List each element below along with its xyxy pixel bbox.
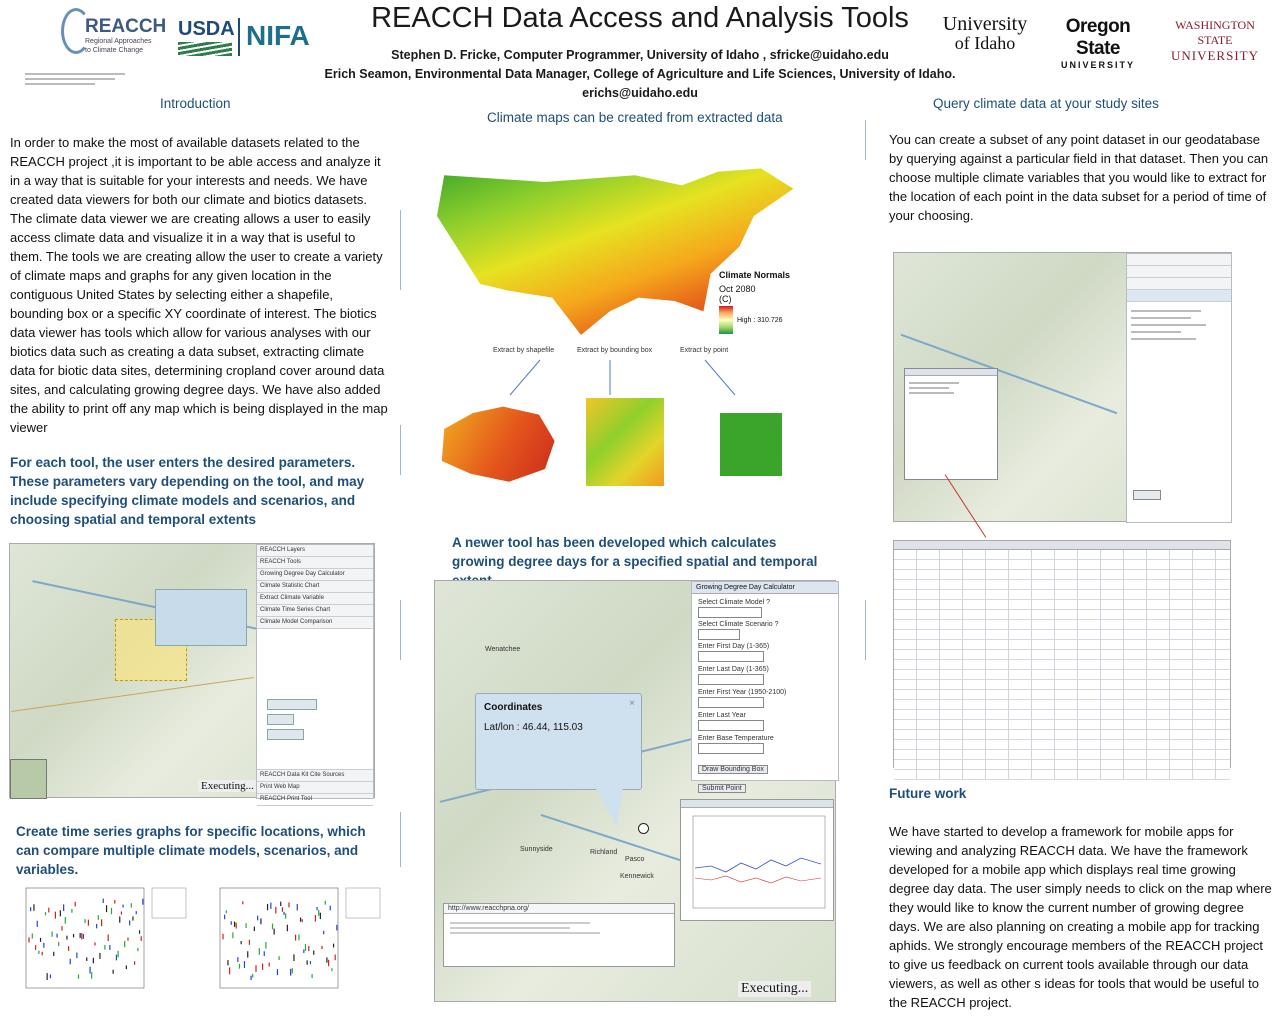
author-line-3: erichs@uidaho.edu	[582, 86, 698, 100]
side-panel-item[interactable]: REACCH Data Kit Cite Sources	[257, 770, 373, 782]
uidaho-logo-top: University	[942, 13, 1028, 35]
coordinates-popup	[475, 693, 642, 790]
climate-maps-heading: Climate maps can be created from extracted data	[487, 110, 783, 125]
extract-label: Extract by shapefile	[493, 347, 555, 354]
chart-legend	[152, 888, 186, 918]
table-row	[894, 720, 1230, 730]
wsu-logo-bottom: UNIVERSITY	[1171, 48, 1259, 63]
query-text: You can create a subset of any point dataset in our geodatabase by querying against a particular field in that dataset. Then you can choose multiple climate variables that you would like to extract for the location of each point in the data subset for a period of time of your choosing.	[889, 132, 1269, 223]
table-header	[894, 541, 1230, 550]
extract-label: Extract by point	[680, 347, 729, 354]
table-row	[894, 750, 1230, 760]
executing-status: Executing...	[738, 981, 811, 997]
chart-legend	[346, 888, 380, 918]
gdd-chart-window	[680, 799, 834, 921]
gdd-panel-title: Growing Degree Day Calculator	[692, 582, 838, 594]
table-body	[894, 550, 1230, 780]
reacch-logo	[55, 4, 165, 64]
tool-side-panel	[256, 544, 374, 802]
osu-logo-top: Oregon State	[1065, 16, 1131, 59]
map-road-line	[11, 677, 254, 712]
side-panel-item[interactable]: Climate Time Series Chart	[257, 605, 373, 617]
gdd-field-label: Select Climate Model ?	[698, 599, 770, 606]
osu-logo-bottom: UNIVERSITY	[1060, 60, 1135, 70]
side-panel-item[interactable]	[1127, 266, 1231, 278]
coordinates-value: Lat/lon : 46.44, 115.03	[484, 722, 583, 733]
timeseries-chart-1	[14, 878, 194, 1004]
intro-heading: Introduction	[160, 96, 231, 111]
table-row	[894, 550, 1230, 560]
gdd-tool-screenshot	[434, 580, 836, 1002]
usda-logo-text: USDA	[178, 18, 235, 40]
usda-field-icon	[178, 42, 232, 56]
gdd-chart	[681, 808, 831, 918]
chart-frame	[26, 888, 144, 988]
map-legend	[719, 270, 801, 340]
legend-title: Climate Normals	[719, 270, 791, 280]
gdd-field-label: Enter Base Temperature	[698, 735, 774, 742]
map-city-label: Richland	[590, 849, 618, 856]
gdd-panel	[691, 581, 839, 792]
legend-color-ramp	[719, 306, 733, 334]
uidaho-logo-bottom: of Idaho	[954, 33, 1016, 53]
map-point-marker[interactable]	[638, 823, 649, 834]
column-divider	[400, 425, 401, 475]
gdd-last-day-input[interactable]	[698, 674, 764, 685]
poster-title: REACCH Data Access and Analysis Tools	[371, 2, 909, 34]
map-city-label: Kennewick	[620, 873, 654, 880]
query-tool-screenshot	[893, 252, 1232, 522]
table-row	[894, 760, 1230, 770]
column-divider	[865, 120, 866, 160]
table-row	[894, 680, 1230, 690]
side-panel-item[interactable]: Extract Climate Variable	[257, 593, 373, 605]
table-row	[894, 690, 1230, 700]
table-row	[894, 640, 1230, 650]
reacch-logo-text: REACCH	[85, 16, 167, 37]
gdd-field-label: Enter Last Year	[698, 712, 746, 719]
table-row	[894, 580, 1230, 590]
gdd-first-year-input[interactable]	[698, 697, 764, 708]
gdd-field-label: Enter Last Day (1-365)	[698, 666, 769, 673]
params-heading: For each tool, the user enters the desired parameters. These parameters vary depending on the tool, and may include specifying climate models and scenarios, and choosing spatial and temporal extents	[10, 455, 365, 527]
table-row	[894, 650, 1230, 660]
osu-logo	[1043, 16, 1153, 70]
extracted-data-table	[893, 540, 1231, 768]
intro-text: In order to make the most of available datasets related to the REACCH project ,it is important to be able access and analyze it in a way that is suitable for your interests and needs. We have created data viewers for both our climate and biotics datasets. The climate data viewer we are creating allows a user to easily access climate data and visualize it in a way that is useful to them. The tools we are creating allow the user to create a variety of climate maps and graphs for any given location in the contiguous United States by selecting either a shapefile, bounding box or a specific XY coordinate of interest. The biotics data viewer has tools which allow for various analyses with our biotics data such as creating a data subset, extracting climate data for biotic data sites, determining cropland cover around data sites, and calculating growing degree days. We have also added the ability to print off any map which is being displayed in the map viewer	[10, 135, 388, 435]
query-side-panel	[1126, 253, 1232, 523]
chart-frame	[220, 888, 338, 988]
side-panel-item[interactable]: REACCH Print Tool	[257, 794, 373, 806]
form-button[interactable]	[267, 714, 294, 725]
table-row	[894, 610, 1230, 620]
side-panel-item[interactable]: Climate Model Comparison	[257, 617, 373, 629]
legend-unit: (C)	[719, 294, 732, 304]
table-row	[894, 710, 1230, 720]
legend-high: High : 310.726	[737, 316, 783, 324]
author-line-1: Stephen D. Fricke, Computer Programmer, University of Idaho , sfricke@uidaho.edu	[391, 48, 889, 62]
table-row	[894, 670, 1230, 680]
side-panel-item[interactable]: REACCH Layers	[257, 545, 373, 557]
gdd-heading: A newer tool has been developed which calculates growing degree days for a specified spatial and temporal	[452, 535, 818, 569]
side-panel-item[interactable]: REACCH Tools	[257, 557, 373, 569]
table-row	[894, 600, 1230, 610]
logo-divider	[238, 18, 240, 56]
side-panel-item[interactable]: Growing Degree Day Calculator	[257, 569, 373, 581]
table-row	[894, 740, 1230, 750]
form-button[interactable]	[267, 729, 304, 740]
shapefile-extract-map	[437, 405, 557, 485]
table-row	[894, 590, 1230, 600]
timeseries-chart-2	[208, 878, 388, 1004]
bbox-extract-map	[586, 398, 664, 486]
timeseries-heading: Create time series graphs for specific locations, which can compare multiple climate models, scenarios, and variables.	[16, 824, 366, 877]
reacch-logo-sub2: to Climate Change	[85, 47, 143, 54]
gdd-base-temp-input[interactable]	[698, 743, 764, 754]
extract-label: Extract by bounding box	[577, 347, 653, 354]
gdd-last-year-input[interactable]	[698, 720, 764, 731]
future-work-heading: Future work	[889, 786, 967, 801]
coordinates-popup	[155, 589, 247, 646]
side-panel-item[interactable]	[1127, 254, 1231, 266]
popup-pointer	[595, 787, 623, 827]
legend-subtitle: Oct 2080	[719, 284, 756, 294]
query-heading: Query climate data at your study sites	[933, 96, 1159, 111]
gdd-first-day-input[interactable]	[698, 651, 764, 662]
table-row	[894, 700, 1230, 710]
form-button[interactable]	[267, 699, 317, 710]
gdd-scenario-select[interactable]	[698, 629, 740, 640]
funding-note	[25, 70, 135, 90]
executing-status: Executing...	[198, 780, 257, 792]
chart-window-titlebar	[681, 800, 833, 808]
url-bar[interactable]: http://www.reacchpna.org/	[444, 904, 674, 914]
side-panel-item[interactable]: Print Web Map	[257, 782, 373, 794]
gdd-field-label: Enter First Year (1950-2100)	[698, 689, 787, 696]
table-row	[894, 560, 1230, 570]
table-row	[894, 660, 1230, 670]
usda-logo	[178, 18, 234, 58]
column-divider	[400, 812, 401, 867]
point-extract-map	[720, 413, 782, 476]
query-submit-button[interactable]	[1133, 490, 1161, 500]
gdd-field-label: Enter First Day (1-365)	[698, 643, 770, 650]
gdd-field-label: Select Climate Scenario ?	[698, 621, 779, 628]
author-line-2: Erich Seamon, Environmental Data Manager, College of Agriculture and Life Sciences, University of Idaho.	[324, 67, 956, 81]
nifa-logo: NIFA	[246, 20, 310, 51]
gdd-model-select[interactable]	[698, 607, 762, 618]
column-divider	[865, 600, 866, 660]
side-panel-item[interactable]	[1127, 290, 1231, 302]
url-result-window	[443, 903, 675, 967]
table-row	[894, 620, 1230, 630]
map-city-label: Wenatchee	[485, 646, 521, 653]
us-climate-map	[437, 165, 797, 345]
side-panel-item[interactable]: Climate Statistic Chart	[257, 581, 373, 593]
draw-bounding-box-button[interactable]: Draw Bounding Box	[698, 765, 768, 774]
reacch-logo-sub1: Regional Approaches	[85, 38, 152, 45]
side-panel-item[interactable]	[1127, 278, 1231, 290]
coordinates-title: Coordinates	[484, 702, 543, 713]
table-row	[894, 630, 1230, 640]
future-work-text: We have started to develop a framework for mobile apps for viewing and analyzing REACCH data. We have the framework developed for a mobile app which displays real time growing degree day data. The user simply needs to click on the map where they would like to know the current number of growing degree days. We are also planning on creating a mobile app for tracking aphids. We strongly encourage members of the REACCH project to give us feedback on current tools available through our data viewers, as well as other s ideas for tools that would be useful to the REACCH project.	[889, 824, 1272, 1010]
column-divider	[400, 600, 401, 660]
table-row	[894, 730, 1230, 740]
query-dialog	[904, 368, 998, 480]
map-city-label: Sunnyside	[520, 846, 553, 853]
wsu-logo	[1160, 18, 1270, 63]
tool-parameters-screenshot	[9, 543, 375, 802]
close-icon[interactable]: ×	[629, 698, 635, 709]
wsu-logo-top: WASHINGTON STATE	[1175, 18, 1255, 47]
table-row	[894, 570, 1230, 580]
tool-form	[257, 629, 373, 770]
extract-arrows	[480, 355, 760, 400]
submit-point-button[interactable]: Submit Point	[698, 784, 746, 793]
overview-map	[10, 759, 47, 799]
column-divider	[400, 210, 401, 290]
map-city-label: Pasco	[625, 856, 645, 863]
table-row	[894, 770, 1230, 780]
